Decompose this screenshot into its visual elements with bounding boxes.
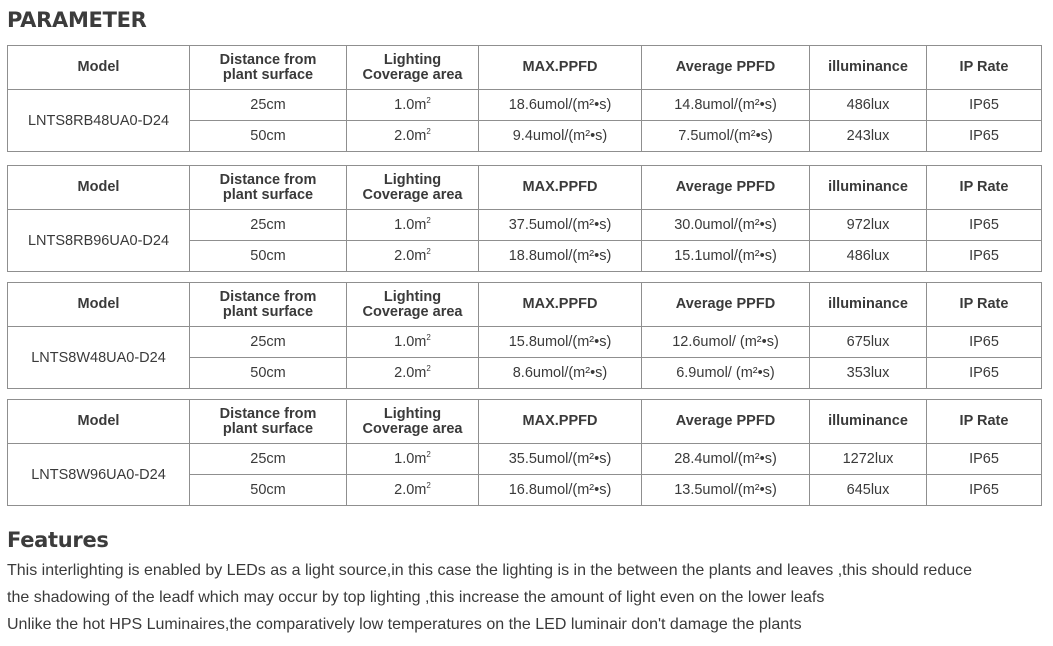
table-row [8,90,1042,121]
illuminance-header: illuminance [810,46,927,90]
illuminance-cell: 486lux [810,241,927,272]
distance-header: Distance from plant surface [190,283,347,327]
ip-rate-cell: IP65 [927,475,1042,506]
model-header: Model [8,283,190,327]
header-row [8,400,1042,444]
max-ppfd-header: MAX.PPFD [479,46,642,90]
avg-ppfd-header: Average PPFD [642,400,810,444]
ip-rate-cell: IP65 [927,327,1042,358]
illuminance-header: illuminance [810,166,927,210]
avg-ppfd-cell: 15.1umol/(m²•s) [642,241,810,272]
illuminance-cell: 486lux [810,90,927,121]
area-cell: $2.0m^2$ [347,358,479,389]
avg-ppfd-cell: 14.8umol/(m²•s) [642,90,810,121]
area-cell: $2.0m^2$ [347,475,479,506]
avg-ppfd-header: Average PPFD [642,46,810,90]
distance-header: Distance from plant surface [190,46,347,90]
ip-rate-cell: IP65 [927,210,1042,241]
distance-cell: 50cm [190,241,347,272]
distance-cell: 50cm [190,475,347,506]
illuminance-header: illuminance [810,283,927,327]
distance-cell: 25cm [190,444,347,475]
max-ppfd-cell: 9.4umol/(m²•s) [479,121,642,152]
parameter-heading: PARAMETER [7,8,147,32]
ip-rate-cell: IP65 [927,358,1042,389]
table-row [8,210,1042,241]
distance-header: Distance from plant surface [190,400,347,444]
max-ppfd-cell: 35.5umol/(m²•s) [479,444,642,475]
max-ppfd-cell: 8.6umol/(m²•s) [479,358,642,389]
model-header: Model [8,400,190,444]
illuminance-cell: 353lux [810,358,927,389]
header-row [8,283,1042,327]
illuminance-cell: 1272lux [810,444,927,475]
spec-table [7,399,1042,506]
area-cell: $1.0m^2$ [347,327,479,358]
area-cell: $2.0m^2$ [347,241,479,272]
spec-table [7,45,1042,152]
area-cell: $1.0m^2$ [347,90,479,121]
model-cell: LNTS8RB96UA0-D24 [8,210,190,272]
ip-rate-header: IP Rate [927,283,1042,327]
table-row [8,327,1042,358]
ip-rate-header: IP Rate [927,400,1042,444]
avg-ppfd-cell: 28.4umol/(m²•s) [642,444,810,475]
avg-ppfd-cell: 30.0umol/(m²•s) [642,210,810,241]
distance-cell: 25cm [190,210,347,241]
illuminance-cell: 972lux [810,210,927,241]
header-row [8,46,1042,90]
features-line: Unlike the hot HPS Luminaires,the comparatively low temperatures on the LED luminair don't damage the plants [7,616,802,633]
max-ppfd-header: MAX.PPFD [479,400,642,444]
avg-ppfd-cell: 7.5umol/(m²•s) [642,121,810,152]
illuminance-cell: 243lux [810,121,927,152]
avg-ppfd-header: Average PPFD [642,283,810,327]
distance-cell: 50cm [190,358,347,389]
model-cell: LNTS8W48UA0-D24 [8,327,190,389]
model-cell: LNTS8W96UA0-D24 [8,444,190,506]
avg-ppfd-cell: 6.9umol/ (m²•s) [642,358,810,389]
illuminance-cell: 645lux [810,475,927,506]
max-ppfd-header: MAX.PPFD [479,166,642,210]
ip-rate-header: IP Rate [927,46,1042,90]
max-ppfd-cell: 18.6umol/(m²•s) [479,90,642,121]
area-cell: $1.0m^2$ [347,210,479,241]
area-cell: $1.0m^2$ [347,444,479,475]
ip-rate-cell: IP65 [927,121,1042,152]
features-line: the shadowing of the leadf which may occur by top lighting ,this increase the amount of light even on the lower leafs [7,589,825,606]
distance-cell: 25cm [190,327,347,358]
spec-table [7,282,1042,389]
ip-rate-cell: IP65 [927,90,1042,121]
illuminance-cell: 675lux [810,327,927,358]
model-header: Model [8,46,190,90]
avg-ppfd-cell: 13.5umol/(m²•s) [642,475,810,506]
max-ppfd-cell: 15.8umol/(m²•s) [479,327,642,358]
table-row [8,444,1042,475]
area-cell: $2.0m^2$ [347,121,479,152]
ip-rate-header: IP Rate [927,166,1042,210]
model-cell: LNTS8RB48UA0-D24 [8,90,190,152]
header-row [8,166,1042,210]
illuminance-header: illuminance [810,400,927,444]
max-ppfd-cell: 16.8umol/(m²•s) [479,475,642,506]
max-ppfd-header: MAX.PPFD [479,283,642,327]
features-heading: Features [7,528,109,552]
max-ppfd-cell: 37.5umol/(m²•s) [479,210,642,241]
distance-header: Distance from plant surface [190,166,347,210]
spec-table [7,165,1042,272]
avg-ppfd-header: Average PPFD [642,166,810,210]
distance-cell: 50cm [190,121,347,152]
max-ppfd-cell: 18.8umol/(m²•s) [479,241,642,272]
avg-ppfd-cell: 12.6umol/ (m²•s) [642,327,810,358]
ip-rate-cell: IP65 [927,241,1042,272]
coverage-header: Lighting Coverage area [347,400,479,444]
distance-cell: 25cm [190,90,347,121]
ip-rate-cell: IP65 [927,444,1042,475]
features-line: This interlighting is enabled by LEDs as a light source,in this case the lighting is in the between the plants and leaves ,this should reduce [7,562,973,579]
coverage-header: Lighting Coverage area [347,166,479,210]
coverage-header: Lighting Coverage area [347,46,479,90]
features-text [7,557,1053,638]
model-header: Model [8,166,190,210]
coverage-header: Lighting Coverage area [347,283,479,327]
